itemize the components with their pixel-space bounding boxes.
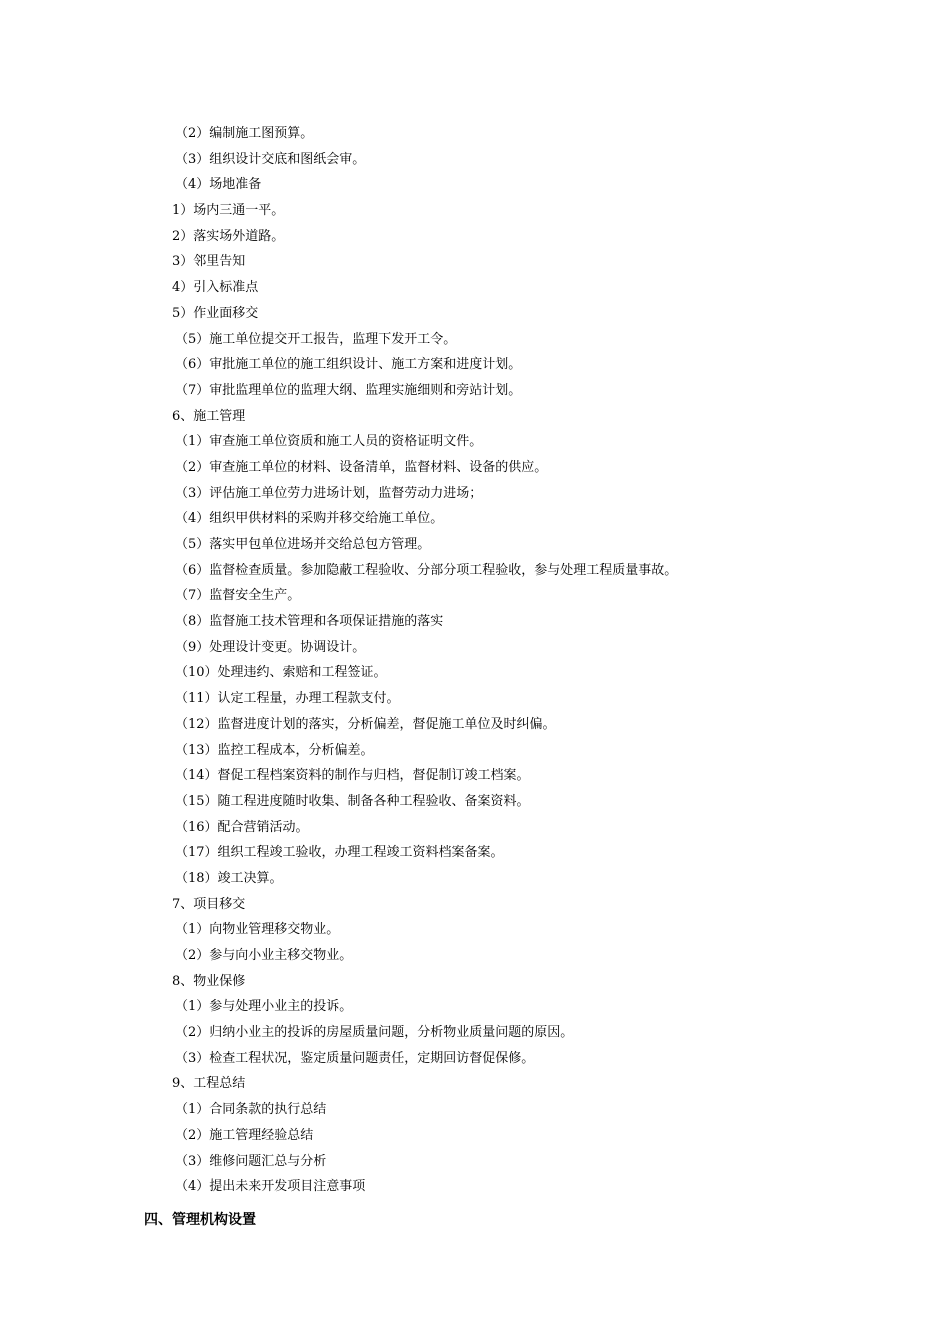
list-item: （16）配合营销活动。: [175, 819, 309, 835]
outline-item: 8、物业保修: [172, 973, 246, 989]
list-item: （4）组织甲供材料的采购并移交给施工单位。: [175, 511, 444, 527]
document-body: [0, 121, 950, 1200]
outline-item: 9、工程总结: [172, 1076, 246, 1092]
list-item: （3）评估施工单位劳力进场计划，监督劳动力进场；: [175, 485, 483, 501]
list-item: （6）审批施工单位的施工组织设计、施工方案和进度计划。: [175, 357, 522, 373]
list-item: （11）认定工程量，办理工程款支付。: [175, 691, 400, 707]
outline-item: 6、施工管理: [172, 408, 246, 424]
outline-item: 7、项目移交: [172, 896, 246, 912]
outline-item: 4）引入标准点: [172, 280, 259, 296]
list-item: （14）督促工程档案资料的制作与归档，督促制订竣工档案。: [175, 768, 530, 784]
outline-item: 5）作业面移交: [172, 305, 259, 321]
list-item: （17）组织工程竣工验收，办理工程竣工资料档案备案。: [175, 845, 504, 861]
list-item: （15）随工程进度随时收集、制备各种工程验收、备案资料。: [175, 793, 530, 809]
list-item: （2）参与向小业主移交物业。: [175, 948, 353, 963]
section-heading: 四、管理机构设置: [144, 1212, 256, 1228]
list-item: （7）监督安全生产。: [175, 588, 301, 604]
list-item: （1）向物业管理移交物业。: [175, 922, 340, 938]
list-item: （12）监督进度计划的落实，分析偏差，督促施工单位及时纠偏。: [175, 716, 556, 732]
list-item: （3）组织设计交底和图纸会审。: [175, 151, 366, 167]
list-item: （1）审查施工单位资质和施工人员的资格证明文件。: [175, 434, 483, 450]
list-item: （2）审查施工单位的材料、设备清单，监督材料、设备的供应。: [175, 459, 548, 475]
list-item: （8）监督施工技术管理和各项保证措施的落实: [175, 614, 444, 630]
list-item: （3）检查工程状况，鉴定质量问题责任，定期回访督促保修。: [175, 1050, 535, 1066]
list-item: （1）参与处理小业主的投诉。: [175, 999, 353, 1015]
outline-item: 2）落实场外道路。: [172, 228, 285, 244]
list-item: （9）处理设计变更。协调设计。: [175, 639, 366, 655]
list-item: （4）场地准备: [175, 177, 262, 193]
outline-item: 1）场内三通一平。: [172, 203, 285, 219]
list-item: （4）提出未来开发项目注意事项: [175, 1179, 366, 1195]
list-item: （13）监控工程成本，分析偏差。: [175, 742, 374, 758]
outline-item: 3）邻里告知: [172, 254, 246, 270]
list-item: （3）维修问题汇总与分析: [175, 1153, 327, 1169]
list-item: （5）落实甲包单位进场并交给总包方管理。: [175, 537, 431, 552]
list-item: （2）编制施工图预算。: [175, 126, 314, 141]
list-item: （2）归纳小业主的投诉的房屋质量问题，分析物业质量问题的原因。: [175, 1025, 574, 1041]
list-item: （6）监督检查质量。参加隐蔽工程验收、分部分项工程验收，参与处理工程质量事故。: [175, 562, 678, 578]
list-item: （10）处理违约、索赔和工程签证。: [175, 665, 387, 681]
list-item: （7）审批监理单位的监理大纲、监理实施细则和旁站计划。: [175, 382, 522, 398]
list-item: （1）合同条款的执行总结: [175, 1102, 327, 1118]
list-item: （2）施工管理经验总结: [175, 1127, 314, 1143]
list-item: （5）施工单位提交开工报告，监理下发开工令。: [175, 331, 457, 347]
list-item: （18）竣工决算。: [175, 870, 283, 886]
